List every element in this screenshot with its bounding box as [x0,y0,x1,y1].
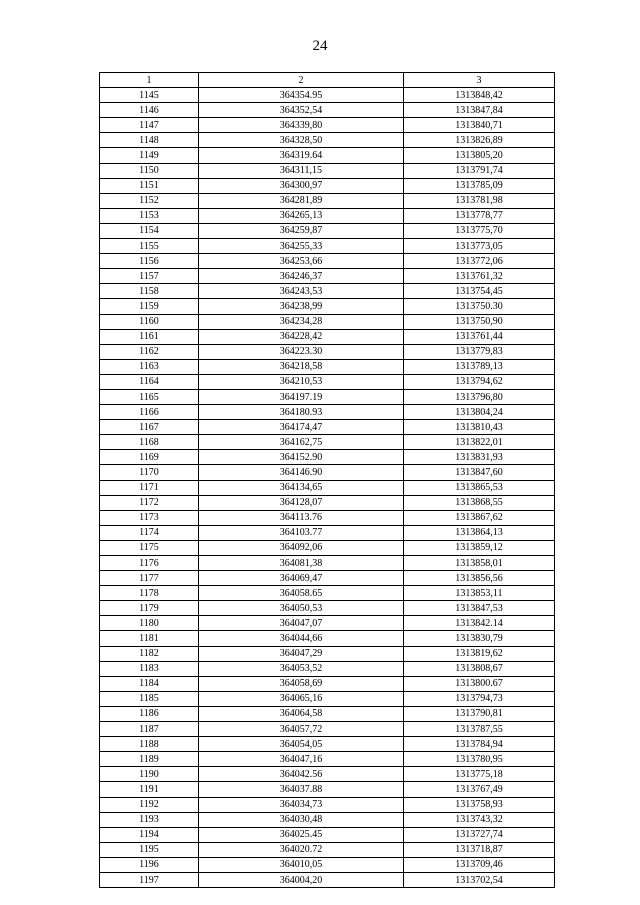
column-header: 3 [404,73,555,88]
point-number-cell: 1165 [100,389,199,404]
table-row [100,88,555,103]
x-coordinate-cell: 364162,75 [199,435,404,450]
y-coordinate-cell: 1313840,71 [404,118,555,133]
table-row [100,661,555,676]
point-number-cell: 1172 [100,495,199,510]
table-row [100,118,555,133]
y-coordinate-cell: 1313831,93 [404,450,555,465]
y-coordinate-cell: 1313758,93 [404,797,555,812]
x-coordinate-cell: 364103.77 [199,525,404,540]
y-coordinate-cell: 1313772,06 [404,254,555,269]
y-coordinate-cell: 1313830,79 [404,631,555,646]
point-number-cell: 1146 [100,103,199,118]
table-row [100,752,555,767]
x-coordinate-cell: 364053,52 [199,661,404,676]
x-coordinate-cell: 364152.90 [199,450,404,465]
point-number-cell: 1190 [100,767,199,782]
y-coordinate-cell: 1313761,32 [404,269,555,284]
x-coordinate-cell: 364025.45 [199,827,404,842]
x-coordinate-cell: 364339,80 [199,118,404,133]
y-coordinate-cell: 1313790,81 [404,706,555,721]
x-coordinate-cell: 364246,37 [199,269,404,284]
table-row [100,269,555,284]
x-coordinate-cell: 364058,69 [199,676,404,691]
table-row [100,103,555,118]
table-row [100,646,555,661]
point-number-cell: 1145 [100,88,199,103]
y-coordinate-cell: 1313800.67 [404,676,555,691]
table-row [100,420,555,435]
table-row [100,148,555,163]
x-coordinate-cell: 364010,05 [199,857,404,872]
y-coordinate-cell: 1313775,18 [404,767,555,782]
table-row [100,284,555,299]
y-coordinate-cell: 1313750.30 [404,299,555,314]
table-row [100,571,555,586]
point-number-cell: 1177 [100,571,199,586]
table-row [100,314,555,329]
y-coordinate-cell: 1313709,46 [404,857,555,872]
x-coordinate-cell: 364064,58 [199,706,404,721]
point-number-cell: 1184 [100,676,199,691]
point-number-cell: 1151 [100,178,199,193]
point-number-cell: 1181 [100,631,199,646]
point-number-cell: 1154 [100,223,199,238]
y-coordinate-cell: 1313865,53 [404,480,555,495]
table-row [100,706,555,721]
y-coordinate-cell: 1313858,01 [404,556,555,571]
x-coordinate-cell: 364281,89 [199,193,404,208]
table-row [100,676,555,691]
table-row [100,480,555,495]
x-coordinate-cell: 364047,29 [199,646,404,661]
y-coordinate-cell: 1313778,77 [404,208,555,223]
x-coordinate-cell: 364047,16 [199,752,404,767]
point-number-cell: 1193 [100,812,199,827]
y-coordinate-cell: 1313784,94 [404,737,555,752]
table-row [100,374,555,389]
x-coordinate-cell: 364352,54 [199,103,404,118]
y-coordinate-cell: 1313781,98 [404,193,555,208]
x-coordinate-cell: 364243,53 [199,284,404,299]
point-number-cell: 1161 [100,329,199,344]
table-row [100,133,555,148]
y-coordinate-cell: 1313791,74 [404,163,555,178]
y-coordinate-cell: 1313810,43 [404,420,555,435]
point-number-cell: 1174 [100,525,199,540]
x-coordinate-cell: 364042.56 [199,767,404,782]
x-coordinate-cell: 364044,66 [199,631,404,646]
x-coordinate-cell: 364197.19 [199,389,404,404]
x-coordinate-cell: 364146.90 [199,465,404,480]
table-row [100,827,555,842]
x-coordinate-cell: 364354.95 [199,88,404,103]
x-coordinate-cell: 364050,53 [199,601,404,616]
y-coordinate-cell: 1313864,13 [404,525,555,540]
column-header: 1 [100,73,199,88]
y-coordinate-cell: 1313847,84 [404,103,555,118]
x-coordinate-cell: 364234,28 [199,314,404,329]
x-coordinate-cell: 364134,65 [199,480,404,495]
table-row [100,239,555,254]
table-row [100,299,555,314]
page-number: 24 [312,38,328,54]
x-coordinate-cell: 364210,53 [199,374,404,389]
x-coordinate-cell: 364113.76 [199,510,404,525]
y-coordinate-cell: 1313743,32 [404,812,555,827]
point-number-cell: 1187 [100,722,199,737]
point-number-cell: 1153 [100,208,199,223]
x-coordinate-cell: 364319.64 [199,148,404,163]
point-number-cell: 1152 [100,193,199,208]
point-number-cell: 1182 [100,646,199,661]
point-number-cell: 1157 [100,269,199,284]
y-coordinate-cell: 1313867,62 [404,510,555,525]
point-number-cell: 1175 [100,540,199,555]
table-row [100,540,555,555]
table-row [100,405,555,420]
point-number-cell: 1147 [100,118,199,133]
point-number-cell: 1169 [100,450,199,465]
y-coordinate-cell: 1313773,05 [404,239,555,254]
y-coordinate-cell: 1313853,11 [404,586,555,601]
table-row [100,435,555,450]
point-number-cell: 1168 [100,435,199,450]
x-coordinate-cell: 364081,38 [199,556,404,571]
y-coordinate-cell: 1313868,55 [404,495,555,510]
y-coordinate-cell: 1313727,74 [404,827,555,842]
point-number-cell: 1180 [100,616,199,631]
y-coordinate-cell: 1313761,44 [404,329,555,344]
x-coordinate-cell: 364218,58 [199,359,404,374]
y-coordinate-cell: 1313767,49 [404,782,555,797]
table-row [100,691,555,706]
table-row [100,857,555,872]
y-coordinate-cell: 1313856,56 [404,571,555,586]
point-number-cell: 1158 [100,284,199,299]
column-header: 2 [199,73,404,88]
point-number-cell: 1164 [100,374,199,389]
y-coordinate-cell: 1313718,87 [404,842,555,857]
x-coordinate-cell: 364128,07 [199,495,404,510]
point-number-cell: 1173 [100,510,199,525]
table-row [100,737,555,752]
coordinates-table [99,72,555,888]
y-coordinate-cell: 1313805,20 [404,148,555,163]
table-row [100,722,555,737]
x-coordinate-cell: 364092,06 [199,540,404,555]
table-row [100,586,555,601]
y-coordinate-cell: 1313842.14 [404,616,555,631]
x-coordinate-cell: 364180.93 [199,405,404,420]
table-row [100,631,555,646]
table-row [100,782,555,797]
table-header-row [100,73,555,88]
x-coordinate-cell: 364020.72 [199,842,404,857]
x-coordinate-cell: 364054,05 [199,737,404,752]
table-row [100,556,555,571]
table-row [100,767,555,782]
x-coordinate-cell: 364253,66 [199,254,404,269]
point-number-cell: 1148 [100,133,199,148]
y-coordinate-cell: 1313796,80 [404,389,555,404]
y-coordinate-cell: 1313822,01 [404,435,555,450]
y-coordinate-cell: 1313794,73 [404,691,555,706]
point-number-cell: 1188 [100,737,199,752]
table-row [100,525,555,540]
x-coordinate-cell: 364047,07 [199,616,404,631]
y-coordinate-cell: 1313750,90 [404,314,555,329]
x-coordinate-cell: 364223.30 [199,344,404,359]
table-body [100,88,555,888]
point-number-cell: 1162 [100,344,199,359]
y-coordinate-cell: 1313775,70 [404,223,555,238]
table-row [100,465,555,480]
point-number-cell: 1185 [100,691,199,706]
point-number-cell: 1194 [100,827,199,842]
point-number-cell: 1160 [100,314,199,329]
x-coordinate-cell: 364065,16 [199,691,404,706]
table-row [100,450,555,465]
x-coordinate-cell: 364030,48 [199,812,404,827]
point-number-cell: 1150 [100,163,199,178]
table-row [100,329,555,344]
y-coordinate-cell: 1313848,42 [404,88,555,103]
x-coordinate-cell: 364238,99 [199,299,404,314]
y-coordinate-cell: 1313702,54 [404,872,555,887]
point-number-cell: 1155 [100,239,199,254]
table-row [100,601,555,616]
point-number-cell: 1149 [100,148,199,163]
x-coordinate-cell: 364259,87 [199,223,404,238]
y-coordinate-cell: 1313826,89 [404,133,555,148]
table-row [100,842,555,857]
y-coordinate-cell: 1313847,60 [404,465,555,480]
x-coordinate-cell: 364311,15 [199,163,404,178]
table-row [100,193,555,208]
y-coordinate-cell: 1313780,95 [404,752,555,767]
y-coordinate-cell: 1313819,62 [404,646,555,661]
table-row [100,616,555,631]
table-row [100,208,555,223]
point-number-cell: 1189 [100,752,199,767]
table-row [100,359,555,374]
x-coordinate-cell: 364057,72 [199,722,404,737]
point-number-cell: 1195 [100,842,199,857]
table-row [100,510,555,525]
point-number-cell: 1183 [100,661,199,676]
x-coordinate-cell: 364174,47 [199,420,404,435]
y-coordinate-cell: 1313847,53 [404,601,555,616]
point-number-cell: 1179 [100,601,199,616]
y-coordinate-cell: 1313785,09 [404,178,555,193]
x-coordinate-cell: 364037.88 [199,782,404,797]
y-coordinate-cell: 1313779,83 [404,344,555,359]
x-coordinate-cell: 364300,97 [199,178,404,193]
point-number-cell: 1197 [100,872,199,887]
point-number-cell: 1196 [100,857,199,872]
point-number-cell: 1192 [100,797,199,812]
x-coordinate-cell: 364058.65 [199,586,404,601]
point-number-cell: 1186 [100,706,199,721]
point-number-cell: 1163 [100,359,199,374]
y-coordinate-cell: 1313859,12 [404,540,555,555]
table-row [100,389,555,404]
point-number-cell: 1159 [100,299,199,314]
y-coordinate-cell: 1313794,62 [404,374,555,389]
x-coordinate-cell: 364228,42 [199,329,404,344]
y-coordinate-cell: 1313808,67 [404,661,555,676]
table-row [100,254,555,269]
table-row [100,872,555,887]
point-number-cell: 1191 [100,782,199,797]
x-coordinate-cell: 364328,50 [199,133,404,148]
y-coordinate-cell: 1313787,55 [404,722,555,737]
x-coordinate-cell: 364069,47 [199,571,404,586]
table-row [100,495,555,510]
table-row [100,178,555,193]
point-number-cell: 1171 [100,480,199,495]
x-coordinate-cell: 364004,20 [199,872,404,887]
table-row [100,223,555,238]
x-coordinate-cell: 364034,73 [199,797,404,812]
point-number-cell: 1176 [100,556,199,571]
table-row [100,812,555,827]
y-coordinate-cell: 1313754,45 [404,284,555,299]
point-number-cell: 1178 [100,586,199,601]
point-number-cell: 1170 [100,465,199,480]
table-row [100,797,555,812]
x-coordinate-cell: 364255,33 [199,239,404,254]
y-coordinate-cell: 1313789,13 [404,359,555,374]
point-number-cell: 1167 [100,420,199,435]
point-number-cell: 1156 [100,254,199,269]
x-coordinate-cell: 364265,13 [199,208,404,223]
y-coordinate-cell: 1313804,24 [404,405,555,420]
point-number-cell: 1166 [100,405,199,420]
table-row [100,163,555,178]
table-row [100,344,555,359]
